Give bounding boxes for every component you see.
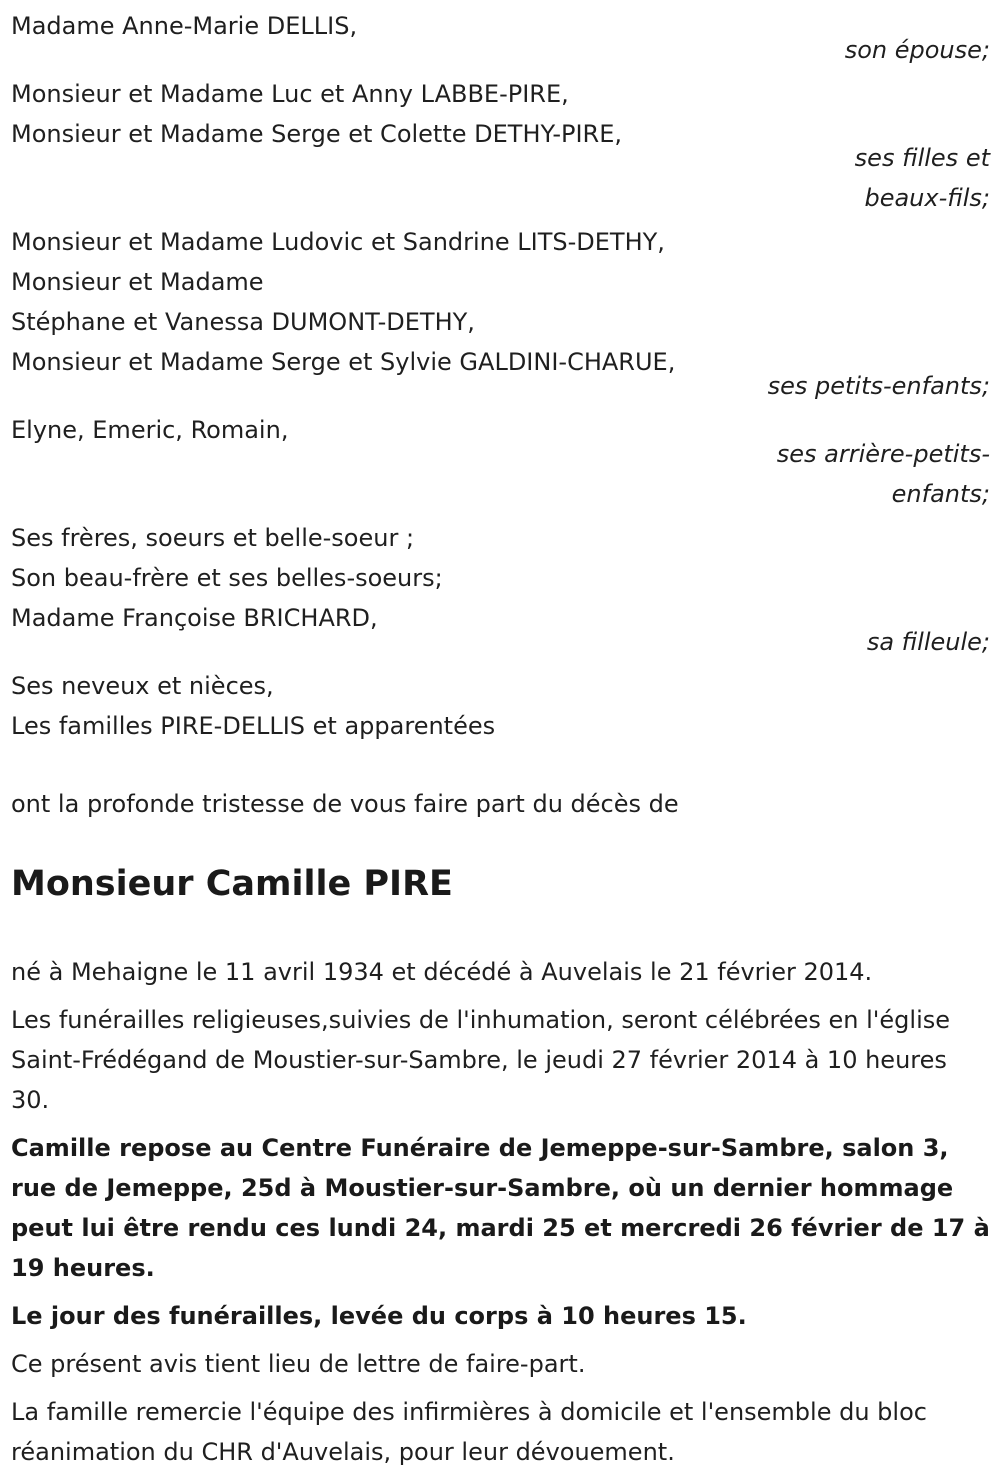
daughters-role-line: beaux-fils; [864,184,990,212]
relatives-line: Ses neveux et nièces, [11,672,274,700]
levee-text: Le jour des funérailles, levée du corps à 10 heures 15. [11,1302,747,1330]
great-grandchildren-role-line: enfants; [891,480,990,508]
deceased-name: Monsieur Camille PIRE [11,864,453,904]
grandchild-line: Monsieur et Madame Ludovic et Sandrine LITS-DETHY, [11,228,665,256]
great-grandchild-line: Elyne, Emeric, Romain, [11,416,289,444]
spouse-role: son épouse; [844,36,990,64]
funeral-text: Les funérailles religieuses,suivies de l'inhumation, seront célébrées en l'église Saint-Frédégand de Moustier-sur-Sambre, le jeudi 27 février 2014 à 10 heures 30. [11,1006,950,1114]
great-grandchildren-block [11,410,990,514]
grandchildren-role: ses petits-enfants; [767,372,990,400]
thanks-text: La famille remercie l'équipe des infirmières à domicile et l'ensemble du bloc réanimation du CHR d'Auvelais, pour leur dévouement. [11,1398,927,1466]
sibling-line: Son beau-frère et ses belles-soeurs; [11,564,443,592]
birth-death-text: né à Mehaigne le 11 avril 1934 et décédé à Auvelais le 21 février 2014. [11,958,873,986]
sibling-line: Madame Françoise BRICHARD, [11,604,378,632]
grandchild-line: Monsieur et Madame Serge et Sylvie GALDINI-CHARUE, [11,348,676,376]
notice-text: Ce présent avis tient lieu de lettre de faire-part. [11,1350,586,1378]
announcement-intro: ont la profonde tristesse de vous faire part du décès de [11,790,679,818]
daughters-block [11,74,990,218]
viewing-text: Camille repose au Centre Funéraire de Jemeppe-sur-Sambre, salon 3, rue de Jemeppe, 25d à Moustier-sur-Sambre, où un dernier hommage peut lui être rendu ces lundi 24, mardi 25 et mercredi 26 février de 17 à 19 heures. [11,1134,990,1282]
grandchildren-block [11,222,990,406]
daughters-role-line: ses filles et [854,144,990,172]
grandchild-line: Stéphane et Vanessa DUMONT-DETHY, [11,308,475,336]
spouse-block [11,6,990,70]
siblings-block [11,518,990,662]
great-grandchildren-role-line: ses arrière-petits- [776,440,990,468]
spouse-name: Madame Anne-Marie DELLIS, [11,12,358,40]
daughter-line: Monsieur et Madame Serge et Colette DETHY-PIRE, [11,120,622,148]
sibling-line: Ses frères, soeurs et belle-soeur ; [11,524,415,552]
goddaughter-role: sa filleule; [866,628,990,656]
grandchild-line: Monsieur et Madame [11,268,264,296]
daughter-line: Monsieur et Madame Luc et Anny LABBE-PIRE, [11,80,569,108]
relatives-line: Les familles PIRE-DELLIS et apparentées [11,712,496,740]
others-block [11,666,990,746]
